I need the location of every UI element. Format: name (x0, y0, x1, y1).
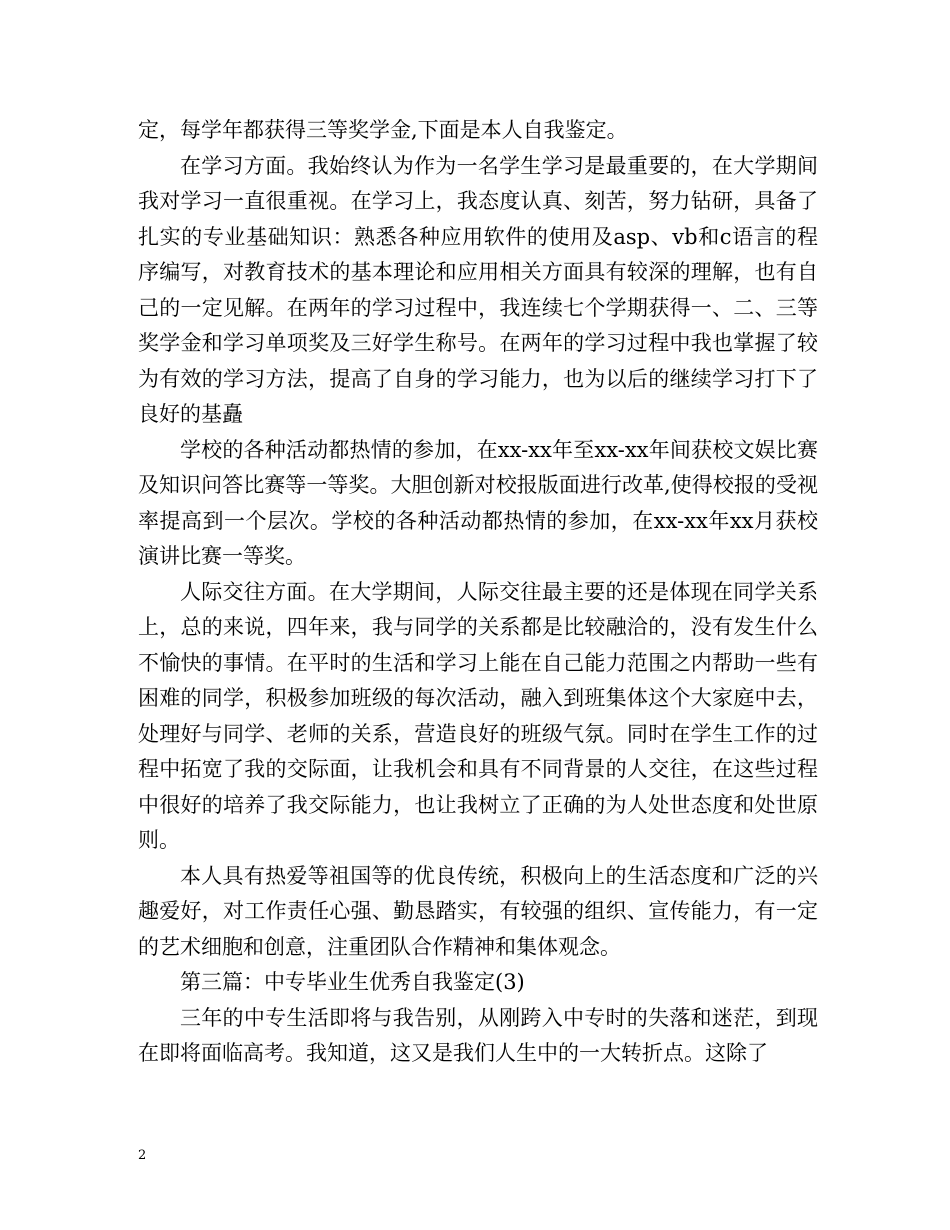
paragraph-interpersonal: 人际交往方面。在大学期间，人际交往最主要的还是体现在同学关系上，总的来说，四年来，我与同学的关系都是比较融洽的，没有发生什么不愉快的事情。在平时的生活和学习上能在自己能力范围之内帮助一些有困难的同学，积极参加班级的每次活动，融入到班集体这个大家庭中去，处理好与同学、老师的关系，营造良好的班级气氛。同时在学生工作的过程中拓宽了我的交际面，让我机会和具有不同背景的人交往，在这些过程中很好的培养了我交际能力，也让我树立了正确的为人处世态度和处世原则。 (138, 579, 818, 852)
paragraph-continuation: 定，每学年都获得三等奖学金,下面是本人自我鉴定。 (138, 118, 628, 142)
paragraph-character: 本人具有热爱等祖国等的优良传统，积极向上的生活态度和广泛的兴趣爱好，对工作责任心强、勤恳踏实，有较强的组织、宣传能力，有一定的艺术细胞和创意，注重团队合作精神和集体观念。 (138, 863, 818, 959)
section-heading: 第三篇：中专毕业生优秀自我鉴定(3) (180, 970, 525, 994)
paragraph-intro: 三年的中专生活即将与我告别，从刚跨入中专时的失落和迷茫，到现在即将面临高考。我知道，这又是我们人生中的一大转折点。这除了 (138, 1005, 818, 1065)
document-body (138, 113, 818, 1072)
paragraph-study: 在学习方面。我始终认为作为一名学生学习是最重要的，在大学期间我对学习一直很重视。在学习上，我态度认真、刻苦，努力钻研，具备了扎实的专业基础知识：熟悉各种应用软件的使用及asp、vb和c语言的程序编写，对教育技术的基本理论和应用相关方面具有较深的理解，也有自己的一定见解。在两年的学习过程中，我连续七个学期获得一、二、三等奖学金和学习单项奖及三好学生称号。在两年的学习过程中我也掌握了较为有效的学习方法，提高了自身的学习能力，也为以后的继续学习打下了良好的基矗 (138, 153, 818, 426)
page-number: 2 (138, 1148, 147, 1163)
paragraph-activities: 学校的各种活动都热情的参加，在xx-xx年至xx-xx年间获校文娱比赛及知识问答比赛等一等奖。大胆创新对校报版面进行改革,使得校报的受视率提高到一个层次。学校的各种活动都热情的参加，在xx-xx年xx月获校演讲比赛一等奖。 (138, 437, 818, 568)
